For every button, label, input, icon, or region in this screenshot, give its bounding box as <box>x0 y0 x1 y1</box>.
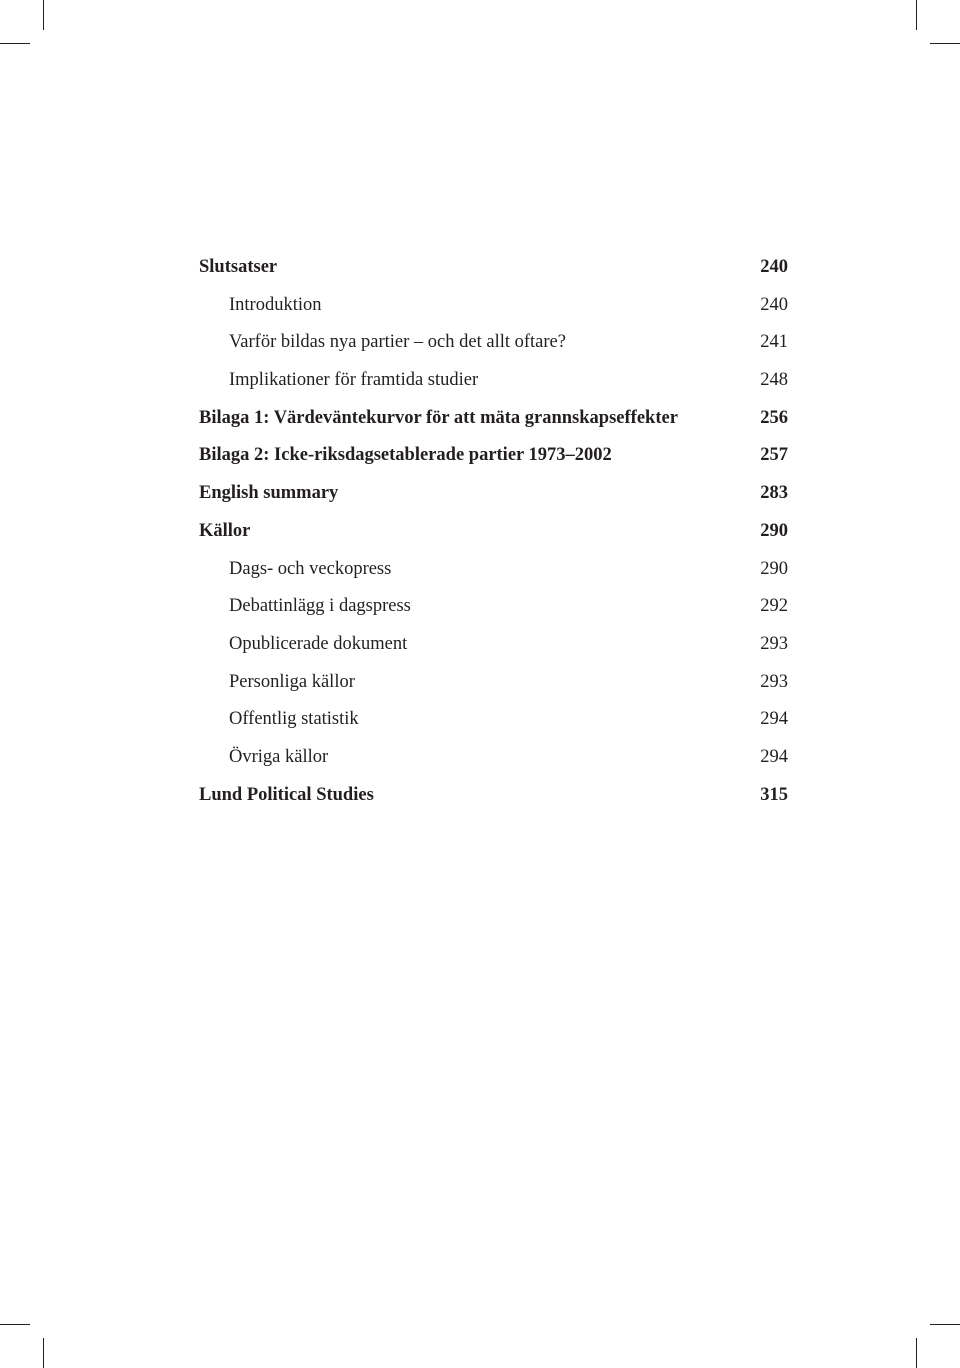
toc-entry-title: Bilaga 2: Icke-riksdagsetablerade partier 1973–2002 <box>199 445 612 466</box>
toc-entry-page: 290 <box>760 520 788 541</box>
toc-entry <box>199 475 788 513</box>
toc-entry-title: Introduktion <box>229 294 322 315</box>
toc-entry-page: 292 <box>760 596 788 617</box>
toc-entry <box>199 287 788 325</box>
crop-mark-bottom-left-vertical <box>43 1338 44 1368</box>
toc-entry <box>199 551 788 589</box>
toc-entry-title: Debattinlägg i dagspress <box>229 596 411 617</box>
toc-entry-title: Dags- och veckopress <box>229 558 392 579</box>
toc-entry-title: Källor <box>199 520 251 541</box>
toc-entry-page: 294 <box>760 709 788 730</box>
toc-entry-title: Slutsatser <box>199 257 278 277</box>
toc-entry <box>199 513 788 551</box>
crop-mark-bottom-right-horizontal <box>930 1324 960 1325</box>
crop-mark-bottom-right-vertical <box>916 1338 917 1368</box>
toc-entry-page: 293 <box>760 633 788 654</box>
toc-entry-title: Bilaga 1: Värdeväntekurvor för att mäta grannskapseffekter <box>199 407 678 428</box>
toc-entry-title: Implikationer för framtida studier <box>229 370 479 391</box>
toc-entry-title: Övriga källor <box>229 746 329 767</box>
toc-entry <box>199 701 788 739</box>
toc-entry-page: 240 <box>760 257 788 277</box>
toc-entry-title: Varför bildas nya partier – och det allt oftare? <box>229 332 566 353</box>
toc-entry-page: 315 <box>760 784 788 805</box>
toc-entry-page: 241 <box>760 332 788 353</box>
toc-entry <box>199 626 788 664</box>
toc-entry-page: 257 <box>760 445 788 466</box>
toc-entry-page: 290 <box>760 558 788 579</box>
toc-entry-title: English summary <box>199 483 339 504</box>
toc-entry <box>199 588 788 626</box>
toc-entry-title: Opublicerade dokument <box>229 633 408 654</box>
toc-entry-page: 283 <box>760 483 788 504</box>
crop-mark-top-right-horizontal <box>930 43 960 44</box>
crop-mark-top-left-horizontal <box>0 43 30 44</box>
toc-entry <box>199 777 788 815</box>
toc-entry <box>199 664 788 702</box>
crop-mark-bottom-left-horizontal <box>0 1324 30 1325</box>
crop-mark-top-left-vertical <box>43 0 44 30</box>
toc-entry-title: Lund Political Studies <box>199 784 374 805</box>
toc-entry <box>199 437 788 475</box>
toc-entry-page: 294 <box>760 746 788 767</box>
toc-entry-page: 240 <box>760 294 788 315</box>
toc-entry <box>199 324 788 362</box>
toc-entry <box>199 400 788 438</box>
toc-entry-title: Personliga källor <box>229 671 355 692</box>
toc-entry-page: 293 <box>760 671 788 692</box>
crop-mark-top-right-vertical <box>916 0 917 30</box>
toc-entry <box>199 362 788 400</box>
toc-entry <box>199 249 788 287</box>
toc-entry-page: 256 <box>760 407 788 428</box>
toc-entry-title: Offentlig statistik <box>229 709 359 730</box>
toc-entry-page: 248 <box>760 370 788 391</box>
table-of-contents <box>199 249 788 814</box>
toc-entry <box>199 739 788 777</box>
